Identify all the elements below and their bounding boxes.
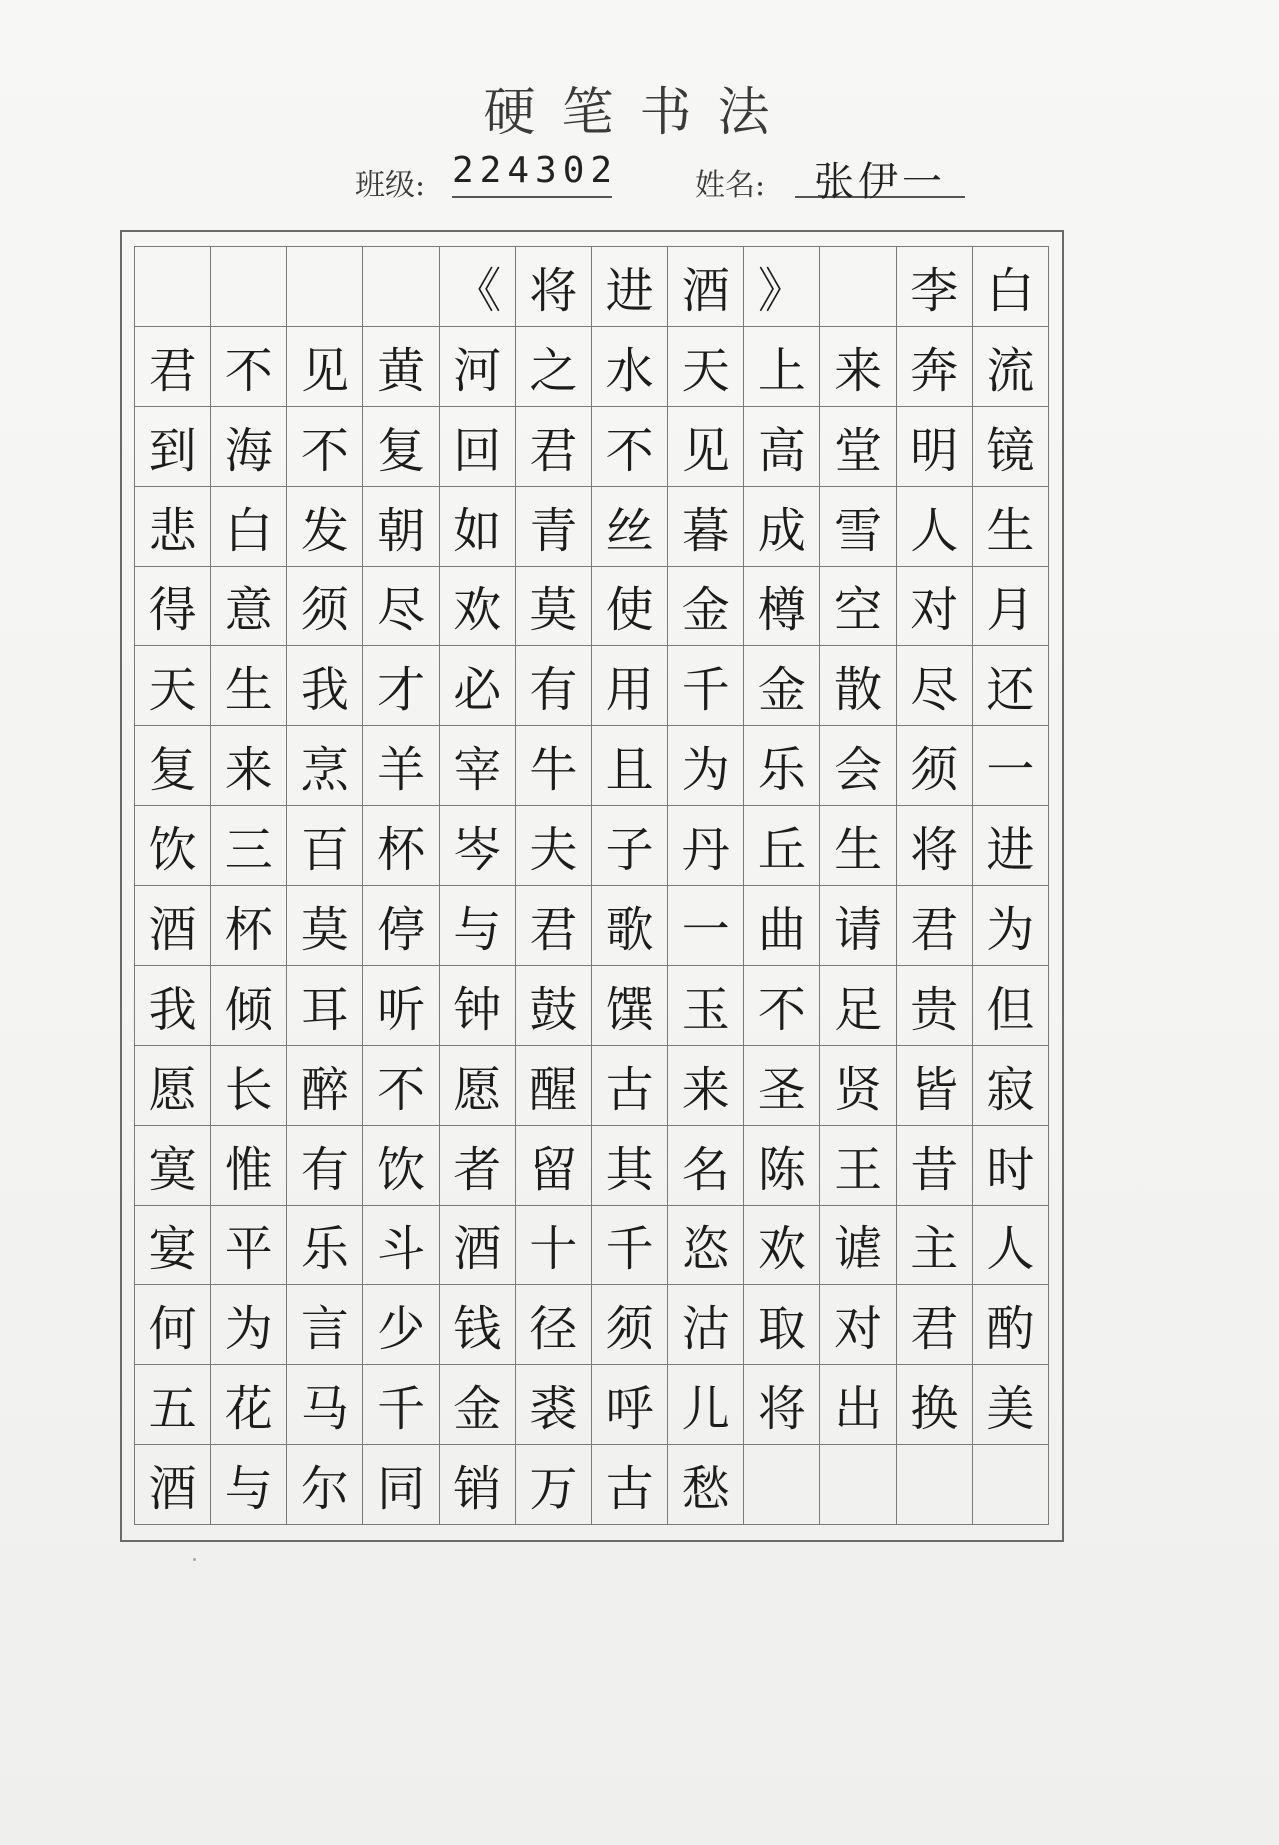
grid-cell: 醒 [516,1046,592,1126]
grid-cell: 水 [592,327,668,407]
grid-cell: 千 [668,646,744,726]
grid-cell: 还 [973,646,1049,726]
grid-cell: 酒 [668,247,744,327]
grid-cell: 十 [516,1206,592,1286]
grid-cell: 将 [897,806,973,886]
grid-cell: 沽 [668,1285,744,1365]
name-label: 姓名: [695,168,766,203]
name-value: 张伊一 [795,150,965,198]
grid-cell: 须 [897,726,973,806]
page-title: 硬笔书法 [483,83,796,143]
grid-cell: 子 [592,806,668,886]
grid-cell: 钟 [440,966,516,1046]
grid-cell: 不 [287,407,363,487]
grid-cell: 君 [516,407,592,487]
grid-cell: 耳 [287,966,363,1046]
grid-cell: 长 [211,1046,287,1126]
grid-cell: 金 [668,567,744,647]
grid-cell: 进 [592,247,668,327]
grid-cell: 不 [363,1046,439,1126]
grid-cell: 一 [973,726,1049,806]
grid-cell: 杯 [363,806,439,886]
grid-cell: 君 [516,886,592,966]
grid-cell: 酒 [135,1445,211,1525]
grid-cell: 一 [668,886,744,966]
grid-cell: 美 [973,1365,1049,1445]
grid-cell: 圣 [744,1046,820,1126]
grid-cell: 牛 [516,726,592,806]
grid-cell: 复 [135,726,211,806]
grid-cell: 愿 [440,1046,516,1126]
grid-cell: 使 [592,567,668,647]
grid-cell: 花 [211,1365,287,1445]
grid-cell: 人 [897,487,973,567]
grid-cell: 羊 [363,726,439,806]
grid-cell: 留 [516,1126,592,1206]
grid-cell: 与 [211,1445,287,1525]
grid-cell: 之 [516,327,592,407]
grid-cell: 奔 [897,327,973,407]
grid-cell: 白 [973,247,1049,327]
grid-cell: 夫 [516,806,592,886]
grid-cell: 黄 [363,327,439,407]
grid-cell: 将 [516,247,592,327]
grid-cell: 馔 [592,966,668,1046]
grid-cell: 乐 [287,1206,363,1286]
grid-cell: 回 [440,407,516,487]
grid-cell: 我 [287,646,363,726]
grid-cell: 曲 [744,886,820,966]
grid-cell [820,247,896,327]
grid-cell: 镜 [973,407,1049,487]
grid-cell: 倾 [211,966,287,1046]
grid-cell: 鼓 [516,966,592,1046]
grid-cell: 尔 [287,1445,363,1525]
grid-cell: 呼 [592,1365,668,1445]
grid-cell: 得 [135,567,211,647]
grid-cell: 寂 [973,1046,1049,1126]
grid-cell: 马 [287,1365,363,1445]
grid-cell: 雪 [820,487,896,567]
grid-cell: 我 [135,966,211,1046]
grid-cell [973,1445,1049,1525]
grid-cell: 生 [820,806,896,886]
grid-cell: 乐 [744,726,820,806]
grid-cell: 对 [820,1285,896,1365]
grid-cell: 不 [744,966,820,1046]
grid-cell: 天 [668,327,744,407]
grid-cell: 丝 [592,487,668,567]
grid-cell: 同 [363,1445,439,1525]
paper-speck [193,1558,196,1561]
grid-cell: 空 [820,567,896,647]
grid-cell: 才 [363,646,439,726]
grid-cell: 高 [744,407,820,487]
grid-cell: 玉 [668,966,744,1046]
grid-cell [363,247,439,327]
grid-cell: 白 [211,487,287,567]
grid-cell: 生 [211,646,287,726]
grid-cell: 金 [440,1365,516,1445]
grid-cell: 李 [897,247,973,327]
grid-cell: 千 [363,1365,439,1445]
grid-cell: 流 [973,327,1049,407]
grid-cell: 古 [592,1046,668,1126]
grid-cell: 宰 [440,726,516,806]
grid-cell: 对 [897,567,973,647]
grid-cell: 生 [973,487,1049,567]
grid-cell: 须 [287,567,363,647]
grid-cell: 王 [820,1126,896,1206]
grid-cell: 须 [592,1285,668,1365]
grid-cell: 请 [820,886,896,966]
grid-cell: 酒 [135,886,211,966]
class-label: 班级: [355,168,426,203]
grid-cell: 古 [592,1445,668,1525]
grid-cell: 与 [440,886,516,966]
grid-cell: 会 [820,726,896,806]
info-row [0,150,1279,210]
grid-cell: 何 [135,1285,211,1365]
grid-cell: 裘 [516,1365,592,1445]
grid-cell: 来 [668,1046,744,1126]
grid-cell: 来 [820,327,896,407]
grid-cell: 丘 [744,806,820,886]
grid-cell: 斗 [363,1206,439,1286]
grid-cell: 取 [744,1285,820,1365]
grid-cell: 见 [287,327,363,407]
grid-cell: 海 [211,407,287,487]
grid-cell: 君 [135,327,211,407]
grid-cell: 》 [744,247,820,327]
grid-cell: 天 [135,646,211,726]
grid-cell: 谑 [820,1206,896,1286]
grid-cell: 明 [897,407,973,487]
grid-cell: 欢 [440,567,516,647]
class-value: 224302 [452,150,612,198]
grid-cell: 月 [973,567,1049,647]
grid-cell: 君 [897,886,973,966]
grid-cell: 朝 [363,487,439,567]
grid-cell: 歌 [592,886,668,966]
grid-cell: 有 [516,646,592,726]
grid-cell: 儿 [668,1365,744,1445]
grid-cell: 莫 [516,567,592,647]
grid-cell: 平 [211,1206,287,1286]
grid-cell: 复 [363,407,439,487]
grid-cell: 不 [211,327,287,407]
grid-cell: 贤 [820,1046,896,1126]
grid-cell: 径 [516,1285,592,1365]
grid-cell: 者 [440,1126,516,1206]
grid-cell: 金 [744,646,820,726]
grid-cell: 酌 [973,1285,1049,1365]
grid-cell: 散 [820,646,896,726]
grid-cell: 寞 [135,1126,211,1206]
grid-cell: 岑 [440,806,516,886]
grid-cell: 惟 [211,1126,287,1206]
grid-cell: 销 [440,1445,516,1525]
grid-cell: 尽 [363,567,439,647]
grid-cell: 换 [897,1365,973,1445]
grid-cell: 听 [363,966,439,1046]
grid-cell: 樽 [744,567,820,647]
grid-cell [897,1445,973,1525]
grid-cell: 有 [287,1126,363,1206]
grid-cell: 意 [211,567,287,647]
grid-cell: 宴 [135,1206,211,1286]
grid-cell: 烹 [287,726,363,806]
grid-cell: 百 [287,806,363,886]
grid-cell: 《 [440,247,516,327]
grid-cell: 皆 [897,1046,973,1126]
grid-cell: 堂 [820,407,896,487]
grid-cell: 来 [211,726,287,806]
grid-cell: 丹 [668,806,744,886]
grid-cell: 不 [592,407,668,487]
grid-cell: 河 [440,327,516,407]
grid-cell: 足 [820,966,896,1046]
grid-cell: 五 [135,1365,211,1445]
grid-cell: 暮 [668,487,744,567]
grid-cell [135,247,211,327]
grid-cell: 陈 [744,1126,820,1206]
grid-cell: 到 [135,407,211,487]
grid-cell: 饮 [363,1126,439,1206]
grid-cell: 进 [973,806,1049,886]
grid-cell: 昔 [897,1126,973,1206]
grid-cell: 为 [211,1285,287,1365]
grid-cell: 时 [973,1126,1049,1206]
grid-cell: 杯 [211,886,287,966]
grid-cell: 欢 [744,1206,820,1286]
grid-cell: 但 [973,966,1049,1046]
grid-cell: 成 [744,487,820,567]
grid-cell: 酒 [440,1206,516,1286]
grid-cell [287,247,363,327]
grid-cell: 主 [897,1206,973,1286]
grid-cell: 恣 [668,1206,744,1286]
grid-cell: 尽 [897,646,973,726]
grid-cell [211,247,287,327]
grid-cell: 青 [516,487,592,567]
grid-cell: 必 [440,646,516,726]
grid-cell: 名 [668,1126,744,1206]
grid-cell: 钱 [440,1285,516,1365]
grid-cell: 其 [592,1126,668,1206]
grid-cell: 万 [516,1445,592,1525]
grid-cell: 见 [668,407,744,487]
grid-cell: 人 [973,1206,1049,1286]
grid-cell: 如 [440,487,516,567]
grid-cell: 上 [744,327,820,407]
grid-cell: 将 [744,1365,820,1445]
grid-cell: 为 [973,886,1049,966]
grid-cell: 愿 [135,1046,211,1126]
grid-cell: 发 [287,487,363,567]
grid-cell: 愁 [668,1445,744,1525]
writing-grid-frame [120,230,1064,1542]
grid-cell: 出 [820,1365,896,1445]
grid-cell: 饮 [135,806,211,886]
grid-cell: 三 [211,806,287,886]
grid-cell [744,1445,820,1525]
grid-cell: 用 [592,646,668,726]
grid-cell [820,1445,896,1525]
writing-grid [134,246,1049,1525]
grid-cell: 少 [363,1285,439,1365]
grid-cell: 君 [897,1285,973,1365]
grid-cell: 为 [668,726,744,806]
grid-cell: 莫 [287,886,363,966]
grid-cell: 言 [287,1285,363,1365]
grid-cell: 停 [363,886,439,966]
grid-cell: 悲 [135,487,211,567]
grid-cell: 且 [592,726,668,806]
grid-cell: 贵 [897,966,973,1046]
grid-cell: 醉 [287,1046,363,1126]
grid-cell: 千 [592,1206,668,1286]
